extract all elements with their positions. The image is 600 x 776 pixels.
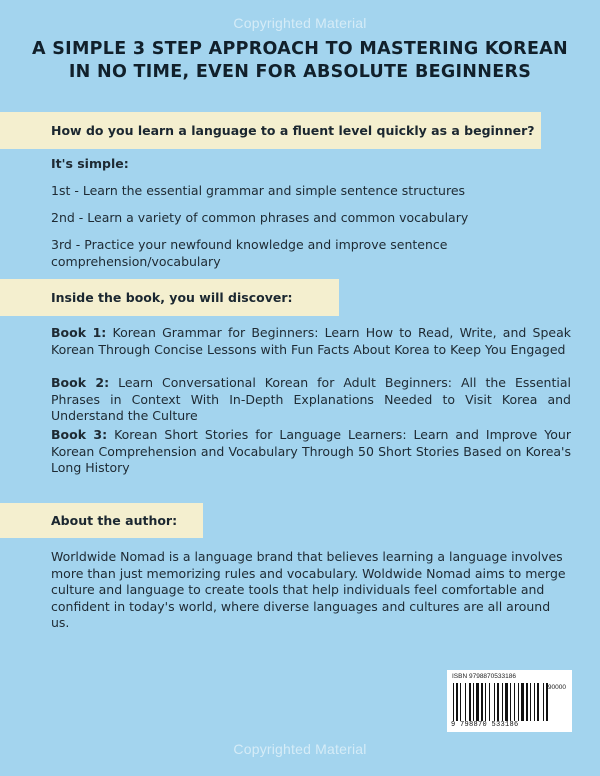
book-1-label: Book 1: <box>51 325 107 340</box>
barcode-bars <box>453 683 565 721</box>
author-heading: About the author: <box>51 513 178 528</box>
book-2-label: Book 2: <box>51 375 110 390</box>
watermark-top: Copyrighted Material <box>233 15 367 31</box>
watermark-bottom: Copyrighted Material <box>233 741 367 757</box>
book-3 <box>51 427 571 477</box>
book-1-text: Korean Grammar for Beginners: Learn How to Read, Write, and Speak Korean Through Concise Lessons with Fun Facts About Korea to Keep You Engaged <box>51 325 571 357</box>
inside-heading: Inside the book, you will discover: <box>51 290 293 305</box>
headline: A SIMPLE 3 STEP APPROACH TO MASTERING KOREAN IN NO TIME, EVEN FOR ABSOLUTE BEGINNERS <box>32 39 568 82</box>
book-3-text: Korean Short Stories for Language Learners: Learn and Improve Your Korean Comprehension and Vocabulary Through 50 Short Stories Based on Korea's Long History <box>51 427 571 475</box>
step-2: 2nd - Learn a variety of common phrases and common vocabulary <box>51 210 469 225</box>
isbn-text: ISBN 9798870533186 <box>452 673 516 680</box>
question-text: How do you learn a language to a fluent level quickly as a beginner? <box>51 123 535 138</box>
book-3-label: Book 3: <box>51 427 108 442</box>
barcode-digits: 9 798870 533186 <box>451 721 519 729</box>
question-band <box>0 112 541 149</box>
simple-label: It's simple: <box>51 156 129 171</box>
step-1: 1st - Learn the essential grammar and simple sentence structures <box>51 183 466 198</box>
book-2 <box>51 375 571 425</box>
author-band <box>0 503 203 538</box>
inside-band <box>0 279 339 316</box>
step-3: 3rd - Practice your newfound knowledge and improve sentence comprehension/vocabulary <box>51 237 448 269</box>
book-1 <box>51 325 571 358</box>
author-text: Worldwide Nomad is a language brand that believes learning a language involves more than just memorizing rules and vocabulary. Woldwide Nomad aims to merge culture and language to create tools that help individuals feel comfortable and confident in today's world, where diverse languages and cultures are all around us. <box>51 549 566 630</box>
book-2-text: Learn Conversational Korean for Adult Beginners: All the Essential Phrases in Context With In-Depth Explanations Needed to Visit Korea and Understand the Culture <box>51 375 571 423</box>
barcode <box>447 670 572 732</box>
price-code: 90000 <box>547 684 566 691</box>
